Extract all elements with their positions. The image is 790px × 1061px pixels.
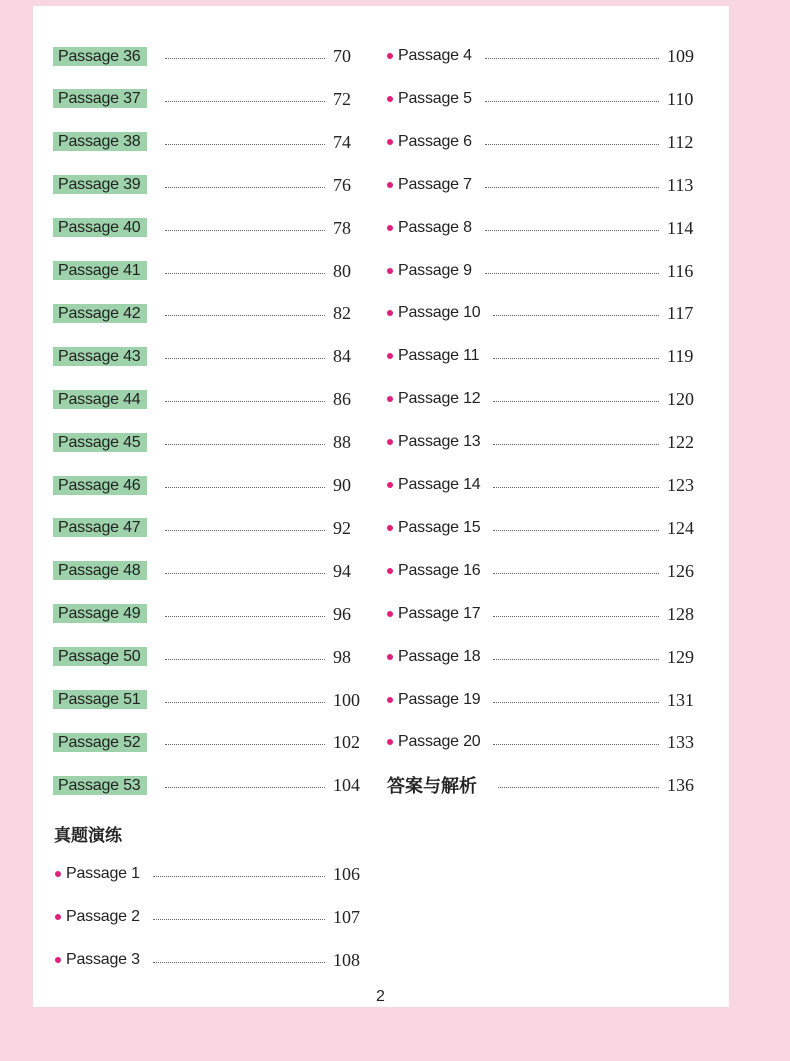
toc-entry[interactable] — [387, 559, 481, 583]
bullet-icon — [387, 697, 393, 703]
toc-page-number: 126 — [667, 560, 694, 581]
toc-entry[interactable] — [53, 730, 147, 754]
dotted-leader — [485, 144, 659, 145]
dotted-leader — [165, 358, 325, 359]
toc-entry[interactable] — [387, 130, 472, 154]
exam-section-title: 真题演练 — [54, 826, 122, 846]
toc-page-number: 86 — [333, 389, 351, 410]
toc-page-number: 88 — [333, 432, 351, 453]
toc-entry-text: Passage 5 — [398, 89, 472, 107]
bullet-icon — [387, 568, 393, 574]
toc-page-number: 117 — [667, 303, 694, 324]
toc-entry-text: Passage 1 — [66, 865, 140, 882]
dotted-leader — [485, 101, 659, 102]
toc-entry-label: Passage 42 — [53, 304, 147, 323]
toc-entry-label: Passage 41 — [53, 261, 147, 280]
toc-page-number: 131 — [667, 689, 694, 710]
dotted-leader — [165, 144, 325, 145]
toc-page-number: 129 — [667, 646, 694, 667]
toc-entry[interactable] — [387, 516, 481, 540]
toc-page — [33, 6, 729, 1007]
dotted-leader — [165, 702, 325, 703]
toc-entry-label: Passage 37 — [53, 89, 147, 108]
toc-entry[interactable] — [53, 44, 147, 68]
toc-page-number: 94 — [333, 560, 351, 581]
dotted-leader — [153, 876, 325, 877]
toc-entry-label — [387, 733, 481, 751]
bullet-icon — [387, 739, 393, 745]
toc-entry-label: Passage 43 — [53, 347, 147, 366]
toc-entry-text: Passage 3 — [66, 950, 140, 968]
toc-entry[interactable] — [387, 688, 481, 712]
dotted-leader — [165, 230, 325, 231]
toc-page-number: 106 — [333, 864, 360, 884]
dotted-leader — [165, 401, 325, 402]
toc-entry-text: Passage 9 — [398, 261, 472, 279]
toc-entry[interactable] — [53, 301, 147, 325]
toc-entry-text: Passage 11 — [398, 347, 480, 365]
toc-entry-text: Passage 13 — [398, 433, 481, 451]
toc-page-number: 76 — [333, 174, 351, 195]
toc-entry-label — [387, 47, 472, 65]
dotted-leader — [153, 919, 325, 920]
dotted-leader — [485, 187, 659, 188]
toc-entry-label: Passage 44 — [53, 390, 147, 409]
dotted-leader — [165, 659, 325, 660]
toc-entry-label: Passage 50 — [53, 647, 147, 666]
dotted-leader — [165, 530, 325, 531]
toc-page-number: 122 — [667, 432, 694, 453]
dotted-leader — [493, 616, 659, 617]
toc-entry[interactable] — [53, 87, 147, 111]
bullet-icon — [387, 525, 393, 531]
toc-entry[interactable] — [387, 730, 481, 754]
toc-entry-text: Passage 10 — [398, 304, 481, 322]
bullet-icon — [387, 182, 393, 188]
dotted-leader — [165, 58, 325, 59]
dotted-leader — [165, 573, 325, 574]
toc-page-number: 96 — [333, 603, 351, 624]
toc-page-number: 98 — [333, 646, 351, 667]
toc-entry[interactable] — [53, 516, 147, 540]
toc-page-number: 109 — [667, 46, 694, 66]
dotted-leader — [485, 273, 659, 274]
toc-page-number: 136 — [667, 775, 694, 796]
bullet-icon — [387, 53, 393, 59]
toc-entry-label: Passage 36 — [53, 47, 147, 66]
toc-entry[interactable] — [387, 44, 472, 68]
toc-entry-label — [55, 908, 140, 926]
toc-page-number: 116 — [667, 260, 694, 281]
dotted-leader — [153, 962, 325, 963]
toc-page-number: 112 — [667, 131, 694, 152]
toc-entry-label — [387, 476, 481, 494]
toc-entry-text: Passage 18 — [398, 647, 481, 665]
toc-page-number: 108 — [333, 949, 360, 970]
toc-entry-label: Passage 52 — [53, 733, 147, 752]
toc-page-number: 70 — [333, 46, 351, 66]
page-number: 2 — [376, 988, 385, 1005]
toc-page-number: 114 — [667, 217, 694, 238]
toc-entry-label — [387, 562, 481, 580]
toc-entry-text: Passage 12 — [398, 390, 481, 408]
toc-entry-label — [387, 176, 472, 194]
toc-entry[interactable] — [387, 344, 479, 368]
toc-entry[interactable] — [53, 173, 147, 197]
toc-page-number: 102 — [333, 732, 360, 753]
toc-entry[interactable] — [55, 948, 140, 972]
toc-entry-label: Passage 48 — [53, 561, 147, 580]
toc-page-number: 92 — [333, 517, 351, 538]
bullet-icon — [387, 139, 393, 145]
toc-entry-text: Passage 8 — [398, 218, 472, 236]
toc-entry[interactable] — [387, 473, 481, 497]
bullet-icon — [387, 268, 393, 274]
toc-entry[interactable] — [387, 387, 481, 411]
toc-entry[interactable] — [387, 301, 481, 325]
toc-entry[interactable] — [53, 559, 147, 583]
toc-entry[interactable] — [387, 87, 472, 111]
dotted-leader — [493, 358, 659, 359]
toc-entry-label: Passage 38 — [53, 132, 147, 151]
toc-page-number: 104 — [333, 775, 360, 796]
toc-page-number: 100 — [333, 689, 360, 710]
toc-entry[interactable] — [387, 602, 481, 626]
toc-entry[interactable] — [55, 862, 140, 886]
toc-entry-text: Passage 14 — [398, 476, 481, 493]
bullet-icon — [387, 611, 393, 617]
toc-entry[interactable] — [53, 645, 147, 669]
toc-page-number: 74 — [333, 131, 351, 152]
toc-page-number: 78 — [333, 217, 351, 238]
toc-entry-label: Passage 47 — [53, 518, 147, 537]
toc-entry-label: Passage 51 — [53, 690, 147, 709]
toc-entry-label — [387, 433, 481, 451]
toc-entry[interactable] — [53, 130, 147, 154]
toc-entry-text: Passage 4 — [398, 47, 472, 64]
bullet-icon — [387, 96, 393, 102]
toc-entry-text: Passage 17 — [398, 604, 481, 622]
toc-entry-label: Passage 53 — [53, 776, 147, 795]
bullet-icon — [387, 353, 393, 359]
toc-entry-label: Passage 49 — [53, 604, 147, 623]
dotted-leader — [485, 58, 659, 59]
dotted-leader — [485, 230, 659, 231]
bullet-icon — [55, 871, 61, 877]
toc-entry[interactable] — [53, 344, 147, 368]
dotted-leader — [165, 315, 325, 316]
bullet-icon — [55, 957, 61, 963]
bullet-icon — [387, 439, 393, 445]
toc-entry[interactable] — [55, 905, 140, 929]
toc-page-number: 80 — [333, 260, 351, 281]
toc-entry-label: Passage 45 — [53, 433, 147, 452]
toc-page-number: 119 — [667, 346, 694, 367]
dotted-leader — [165, 187, 325, 188]
toc-entry-label — [387, 133, 472, 151]
toc-entry[interactable] — [387, 259, 472, 283]
toc-entry-label — [387, 347, 479, 365]
toc-entry-label — [387, 219, 472, 237]
dotted-leader — [493, 702, 659, 703]
toc-page-number: 128 — [667, 603, 694, 624]
toc-entry-label — [387, 691, 481, 709]
bullet-icon — [387, 396, 393, 402]
toc-entry-label: Passage 40 — [53, 218, 147, 237]
toc-entry-text: Passage 16 — [398, 561, 481, 579]
toc-entry-text: Passage 15 — [398, 518, 481, 536]
toc-entry-label — [387, 304, 481, 322]
toc-entry[interactable] — [53, 473, 147, 497]
toc-entry-label — [55, 865, 140, 883]
dotted-leader — [493, 744, 659, 745]
toc-entry[interactable] — [53, 259, 147, 283]
bullet-icon — [387, 654, 393, 660]
toc-entry-label — [55, 951, 140, 969]
bullet-icon — [387, 482, 393, 488]
toc-entry[interactable] — [387, 216, 472, 240]
toc-page-number: 72 — [333, 88, 351, 109]
toc-page-number: 120 — [667, 389, 694, 410]
toc-entry-label — [387, 390, 481, 408]
toc-page-number: 82 — [333, 303, 351, 324]
dotted-leader — [165, 616, 325, 617]
bullet-icon — [387, 225, 393, 231]
dotted-leader — [498, 787, 659, 788]
toc-entry[interactable] — [53, 688, 147, 712]
dotted-leader — [165, 444, 325, 445]
toc-entry[interactable] — [53, 773, 147, 797]
toc-entry[interactable] — [387, 773, 477, 797]
toc-entry-label — [387, 262, 472, 280]
dotted-leader — [493, 315, 659, 316]
dotted-leader — [493, 401, 659, 402]
toc-entry[interactable] — [387, 645, 481, 669]
toc-page-number: 84 — [333, 346, 351, 367]
dotted-leader — [165, 101, 325, 102]
toc-entry-text: Passage 6 — [398, 132, 472, 150]
toc-page-number: 113 — [667, 174, 694, 195]
toc-page-number: 107 — [333, 906, 360, 927]
toc-entry-label: Passage 39 — [53, 175, 147, 194]
toc-page-number: 123 — [667, 475, 694, 495]
bullet-icon — [55, 914, 61, 920]
toc-entry[interactable] — [387, 173, 472, 197]
dotted-leader — [493, 487, 659, 488]
toc-entry-text: Passage 7 — [398, 175, 472, 193]
toc-entry[interactable] — [53, 216, 147, 240]
dotted-leader — [493, 530, 659, 531]
dotted-leader — [493, 573, 659, 574]
dotted-leader — [165, 744, 325, 745]
toc-entry-text: Passage 20 — [398, 733, 481, 751]
toc-entry-text: Passage 2 — [66, 907, 140, 925]
toc-entry-label: Passage 46 — [53, 476, 147, 495]
toc-entry[interactable] — [387, 430, 481, 454]
toc-page-number: 133 — [667, 732, 694, 753]
dotted-leader — [165, 273, 325, 274]
toc-page-number: 90 — [333, 475, 351, 495]
dotted-leader — [165, 787, 325, 788]
toc-entry-label — [387, 519, 481, 537]
toc-entry-label: 答案与解析 — [387, 776, 477, 798]
toc-entry[interactable] — [53, 602, 147, 626]
toc-entry-text: Passage 19 — [398, 690, 481, 708]
dotted-leader — [165, 487, 325, 488]
toc-entry-label — [387, 648, 481, 666]
toc-entry-label — [387, 605, 481, 623]
toc-entry[interactable] — [53, 430, 147, 454]
toc-page-number: 110 — [667, 88, 694, 109]
toc-page-number: 124 — [667, 517, 694, 538]
dotted-leader — [493, 659, 659, 660]
bullet-icon — [387, 310, 393, 316]
toc-entry-label — [387, 90, 472, 108]
toc-entry[interactable] — [53, 387, 147, 411]
dotted-leader — [493, 444, 659, 445]
